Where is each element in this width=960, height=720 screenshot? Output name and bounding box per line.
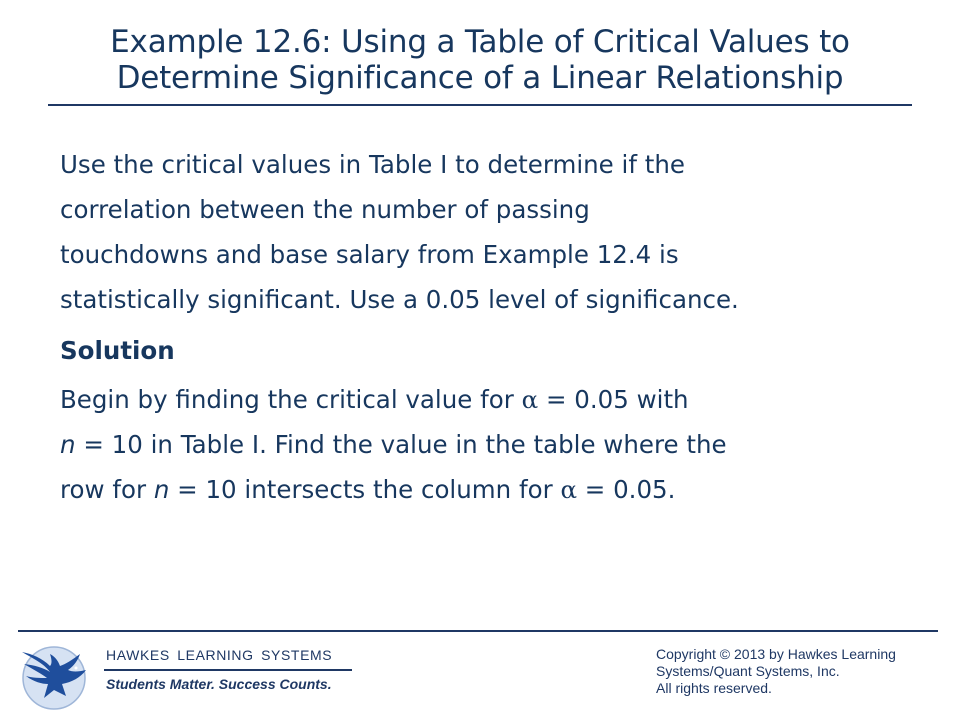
problem-line-1: Use the critical values in Table I to determine if the: [60, 150, 685, 179]
solution-line-3b: = 10 intersects the column for: [169, 475, 561, 504]
solution-line-1a: Begin by finding the critical value for: [60, 385, 522, 414]
slide-title-line-1: Example 12.6: Using a Table of Critical Values to: [110, 24, 850, 60]
tagline: Students Matter. Success Counts.: [106, 676, 332, 692]
variable-n: n: [153, 475, 170, 504]
solution-line-2: = 10 in Table I. Find the value in the table where the: [75, 430, 727, 459]
solution-line-1b: = 0.05 with: [538, 385, 689, 414]
solution-line-3c: = 0.05.: [576, 475, 676, 504]
problem-line-4: statistically significant. Use a 0.05 level of significance.: [60, 285, 739, 314]
problem-line-3: touchdowns and base salary from Example 12.4 is: [60, 240, 679, 269]
footer-divider: [18, 630, 938, 632]
solution-heading: Solution: [60, 336, 175, 365]
slide-title-line-2: Determine Significance of a Linear Relationship: [116, 60, 844, 96]
hawk-logo-icon: [14, 638, 94, 712]
solution-line-3a: row for: [60, 475, 154, 504]
alpha-symbol: α: [560, 475, 577, 504]
slide-title: [40, 24, 920, 96]
solution-text: [60, 377, 900, 512]
copyright-line-1: Copyright © 2013 by Hawkes Learning: [656, 646, 896, 662]
problem-line-2: correlation between the number of passing: [60, 195, 590, 224]
variable-n: n: [60, 430, 76, 459]
copyright-line-2: Systems/Quant Systems, Inc.: [656, 663, 840, 679]
alpha-symbol: α: [521, 385, 539, 414]
title-divider: [48, 104, 912, 106]
company-name: HAWKES LEARNING SYSTEMS: [106, 647, 333, 663]
slide-body: [60, 142, 900, 512]
copyright-notice: [656, 646, 946, 697]
company-underline: [104, 669, 352, 671]
problem-statement: [60, 142, 900, 322]
copyright-line-3: All rights reserved.: [656, 680, 772, 696]
